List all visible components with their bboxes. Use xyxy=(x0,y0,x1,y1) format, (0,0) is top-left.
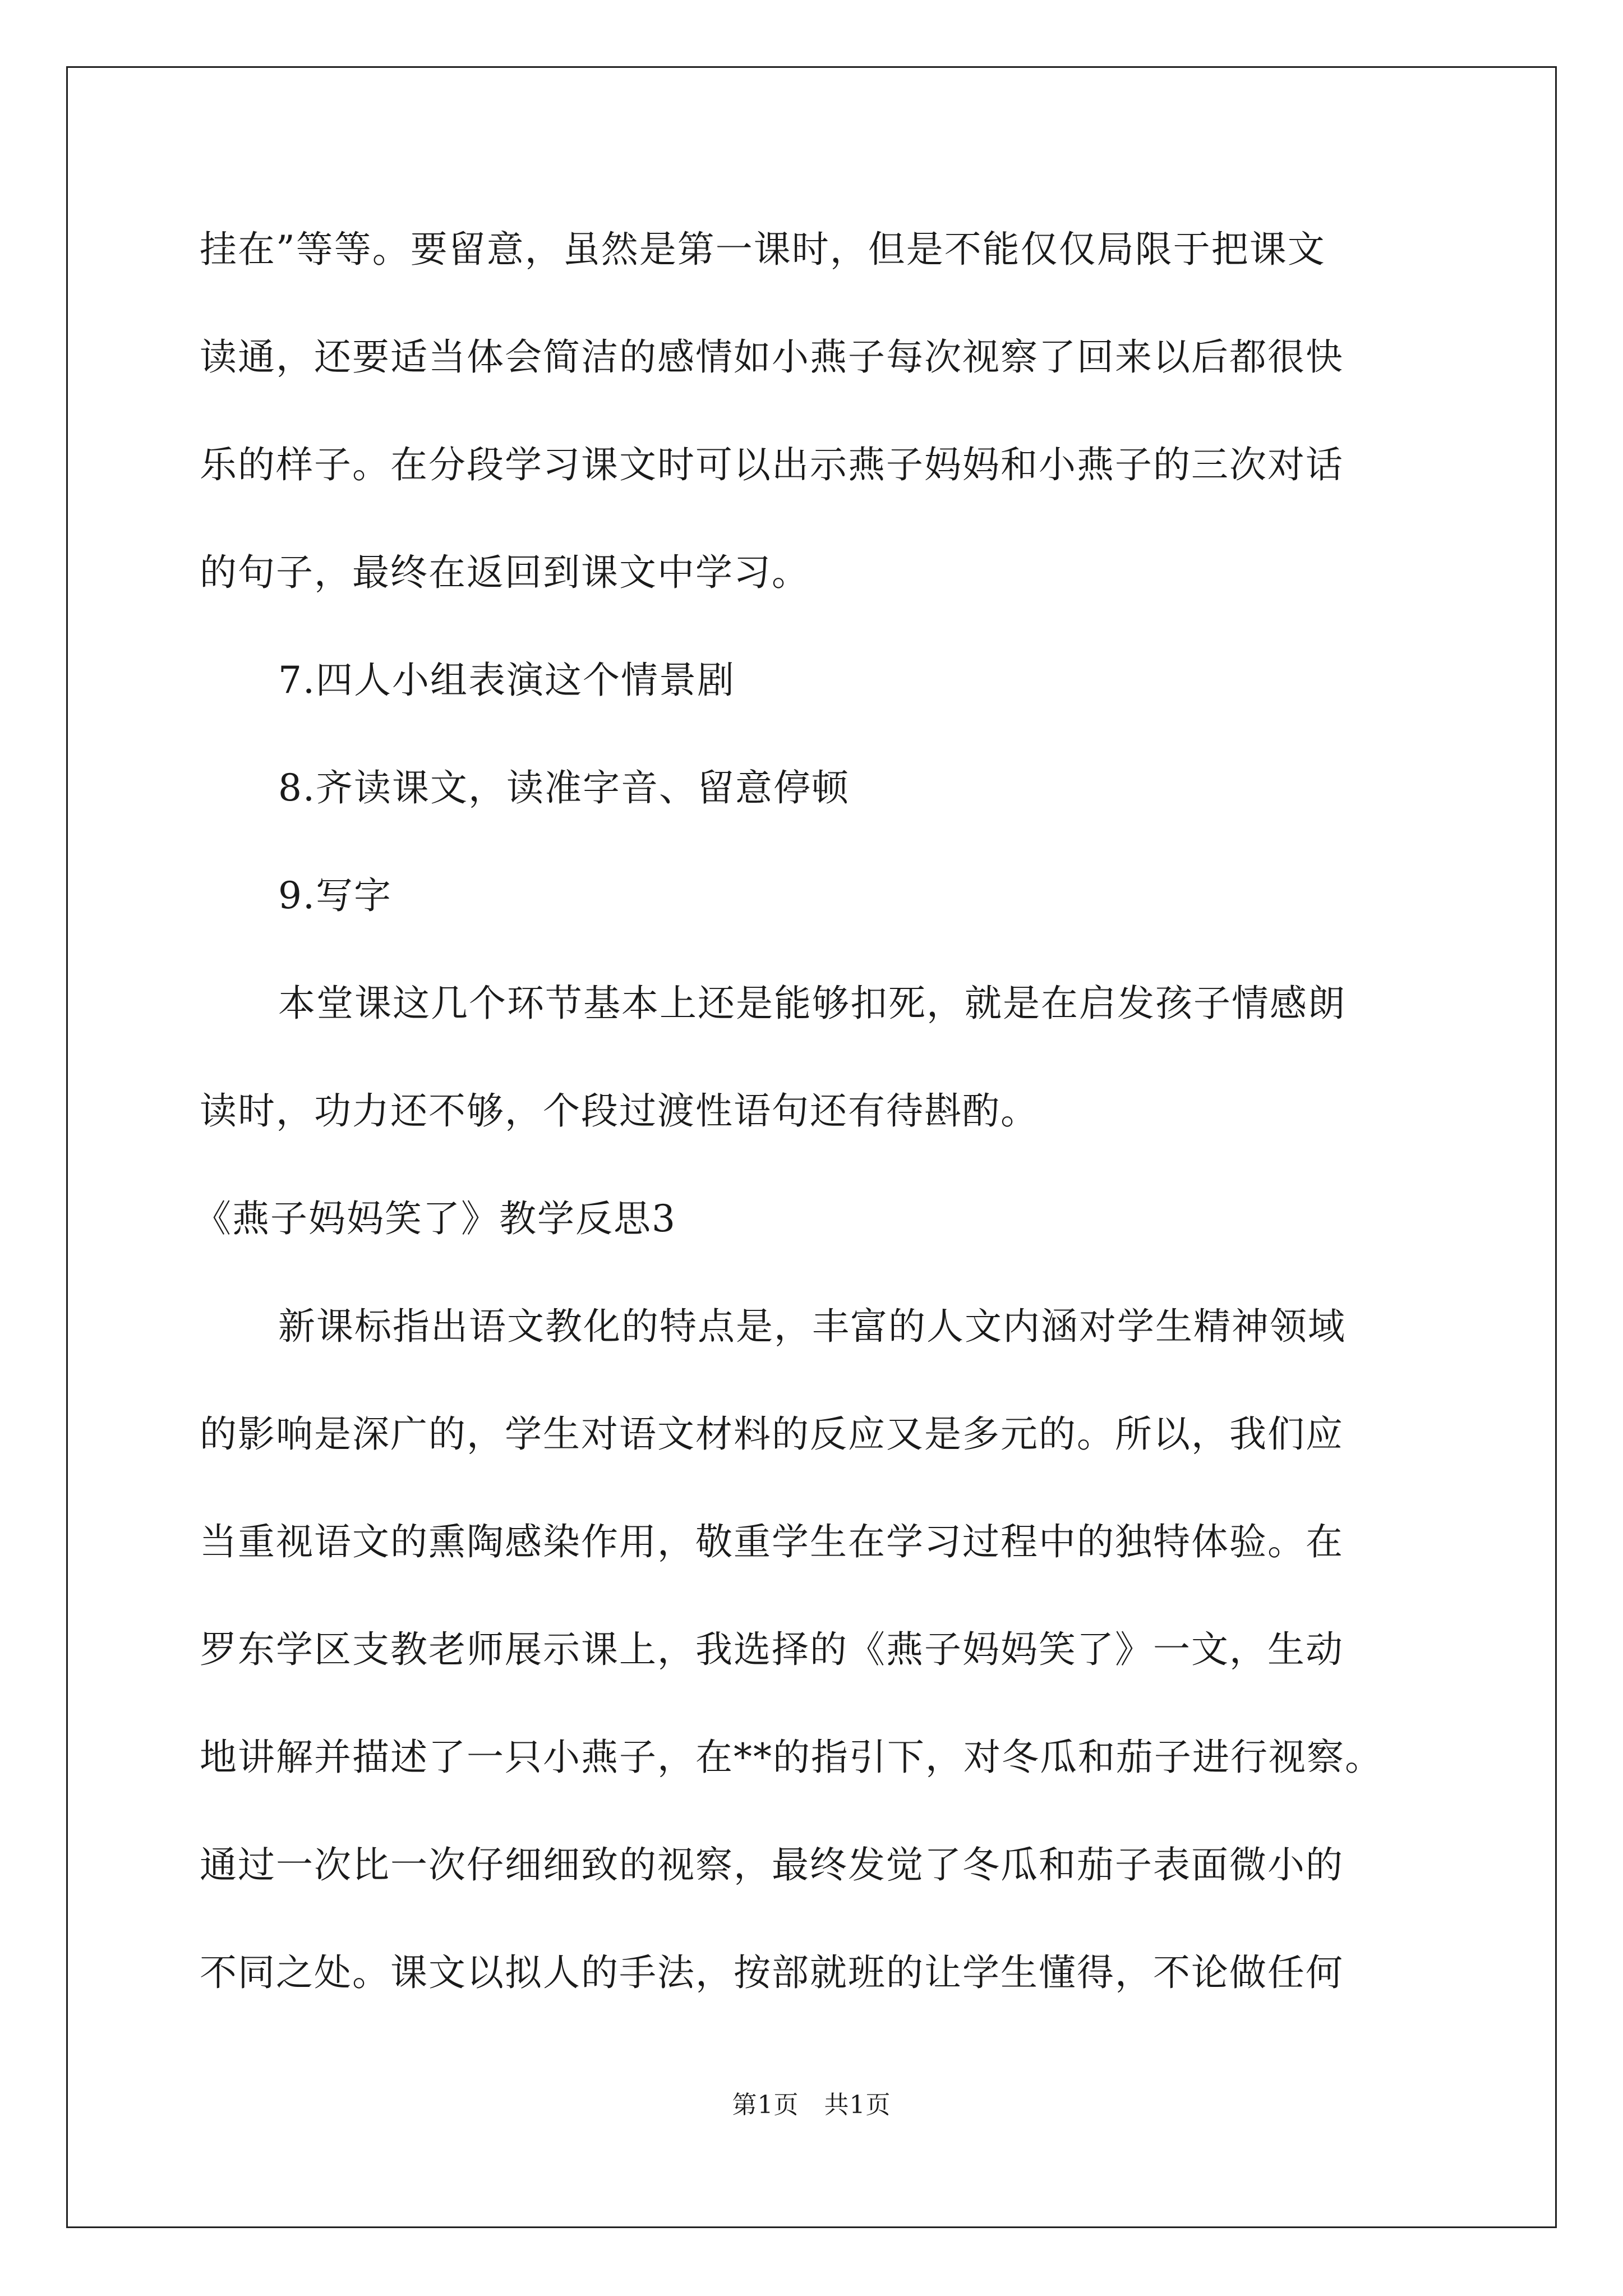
paragraph-line: 不同之处。课文以拟人的手法，按部就班的让学生懂得，不论做任何 xyxy=(200,1951,1344,1994)
paragraph-line: 读时，功力还不够，个段过渡性语句还有待斟酌。 xyxy=(200,1089,1039,1133)
paragraph-line: 乐的样子。在分段学习课文时可以出示燕子妈妈和小燕子的三次对话 xyxy=(200,443,1344,486)
list-item-7: 7.四人小组表演这个情景剧 xyxy=(278,659,735,702)
paragraph-line: 的句子，最终在返回到课文中学习。 xyxy=(200,551,810,594)
paragraph-line: 挂在”等等。要留意，虽然是第一课时，但是不能仅仅局限于把课文 xyxy=(200,228,1326,271)
page-footer: 第1页 共1页 xyxy=(732,2091,891,2119)
paragraph-line: 地讲解并描述了一只小燕子，在**的指引下，对冬瓜和茄子进行视察。 xyxy=(200,1736,1383,1779)
paragraph-line: 的影响是深广的，学生对语文材料的反应又是多元的。所以，我们应 xyxy=(200,1412,1344,1456)
list-item-8: 8.齐读课文，读准字音、留意停顿 xyxy=(278,766,850,809)
paragraph-line: 通过一次比一次仔细细致的视察，最终发觉了冬瓜和茄子表面微小的 xyxy=(200,1843,1344,1887)
paragraph-line: 新课标指出语文教化的特点是，丰富的人文内涵对学生精神领域 xyxy=(278,1305,1346,1348)
paragraph-line: 当重视语文的熏陶感染作用，敬重学生在学习过程中的独特体验。在 xyxy=(200,1520,1344,1563)
section-heading: 《燕子妈妈笑了》教学反思3 xyxy=(194,1197,676,1240)
paragraph-line: 本堂课这几个环节基本上还是能够扣死，就是在启发孩子情感朗 xyxy=(278,982,1346,1025)
list-item-9: 9.写字 xyxy=(278,874,392,917)
paragraph-line: 读通，还要适当体会简洁的感情如小燕子每次视察了回来以后都很快 xyxy=(200,335,1344,379)
page-border xyxy=(66,66,1557,2228)
paragraph-line: 罗东学区支教老师展示课上，我选择的《燕子妈妈笑了》一文，生动 xyxy=(200,1628,1344,1671)
